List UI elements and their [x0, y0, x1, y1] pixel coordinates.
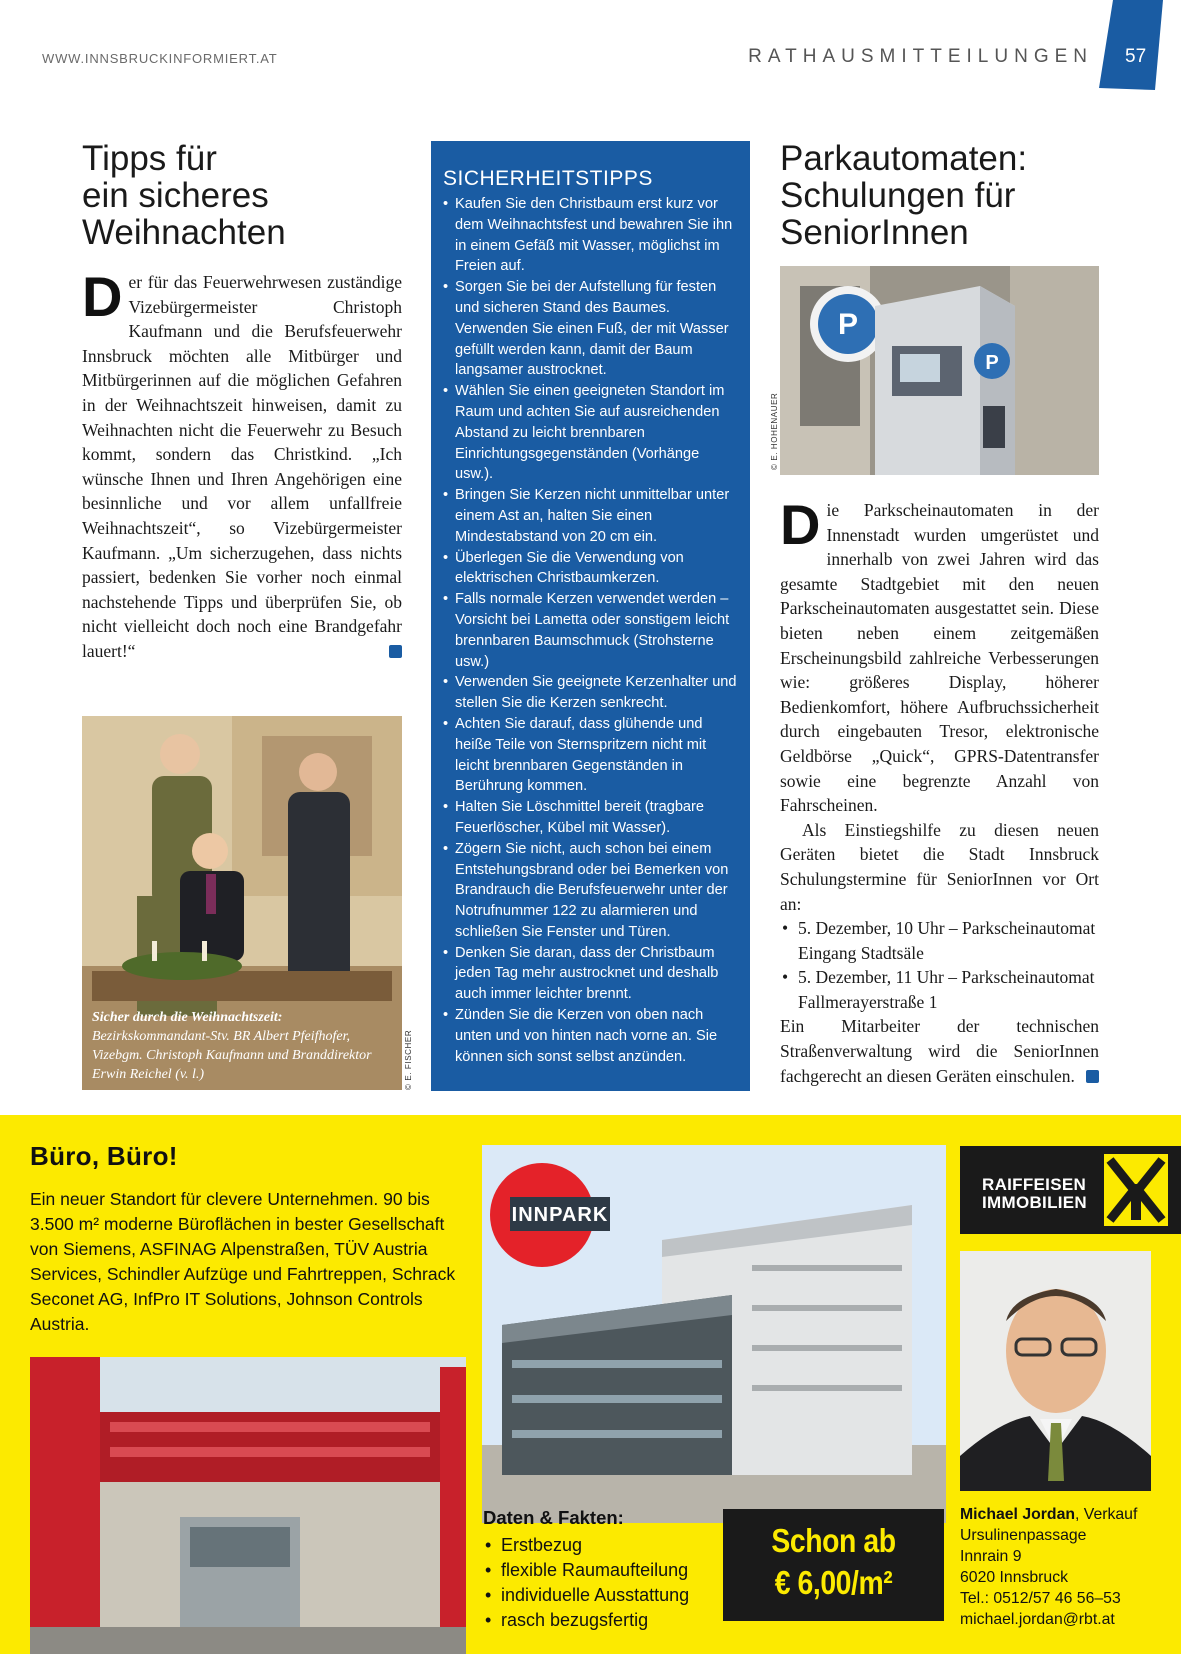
svg-text:P: P: [985, 352, 999, 374]
photo-caption-text: Bezirkskommandant-Stv. BR Albert Pfeifhofer, Vizebgm. Christoph Kaufmann und Branddirektor Erwin Reichel (v. l.): [92, 1029, 372, 1082]
firefighters-photo: [82, 716, 402, 1090]
list-item: • Zögern Sie nicht, auch schon bei einem Entstehungsbrand oder bei Bemerken von Brandrauch die Berufsfeuerwehr unter der Notrufnummer 122 zu alarmieren und schließen Sie Fenster und Türen.: [443, 839, 738, 943]
price-label: Schon ab: [771, 1522, 896, 1559]
svg-text:P: P: [837, 308, 859, 341]
list-item: • 5. Dezember, 11 Uhr – Parkscheinautomat Fallmerayerstraße 1: [780, 965, 1099, 1014]
safety-tips-title: SICHERHEITSTIPPS: [443, 167, 653, 190]
title-line: Parkautomaten:: [780, 139, 1028, 178]
right-article-paragraph: [780, 493, 1099, 818]
innpark-building-photo: [482, 1145, 946, 1523]
title-line: Weihnachten: [82, 213, 286, 252]
left-article-title: [82, 140, 402, 251]
ad-description: Ein neuer Standort für clevere Unternehmen. 90 bis 3.500 m² moderne Büroflächen in bester Gesellschaft von Siemens, ASFINAG Alpenstraßen, TÜV Austria Services, Schindler Aufzüge und Fahrtreppen, Schrack Seconet AG, InfPro IT Solutions, Johnson Controls Austria.: [30, 1189, 456, 1334]
brand-line: RAIFFEISEN: [982, 1175, 1087, 1194]
contact-portrait-illustration: [960, 1251, 1151, 1491]
title-line: SeniorInnen: [780, 213, 969, 252]
list-item: • rasch bezugsfertig: [483, 1608, 723, 1633]
contact-role: , Verkauf: [1075, 1506, 1138, 1523]
contact-line: Ursulinenpassage: [960, 1527, 1087, 1544]
contact-line: Innrain 9: [960, 1548, 1022, 1565]
list-item: • Denken Sie daran, dass der Christbaum jeden Tag mehr austrocknet und deshalb auch immer leichter brennt.: [443, 943, 738, 1005]
section-title: RATHAUSMITTEILUNGEN: [748, 46, 1093, 67]
red-building-illustration: [30, 1357, 466, 1654]
raiffeisen-logo: [960, 1146, 1181, 1234]
page-number-tab: [1099, 0, 1163, 90]
right-article-title: [780, 140, 1100, 251]
end-mark: [1086, 1070, 1099, 1083]
list-item: • Überlegen Sie die Verwendung von elektrischen Christbaumkerzen.: [443, 548, 738, 590]
list-item: • Falls normale Kerzen verwendet werden – Vorsicht bei Lametta oder sonstigem leicht brennbaren Baumschmuck (Strohsterne usw.): [443, 589, 738, 672]
contact-name: Michael Jordan: [960, 1506, 1075, 1523]
photo-credit-left: © E. FISCHER: [404, 1029, 413, 1090]
parking-meter-photo: [780, 266, 1099, 475]
dropcap: D: [82, 265, 123, 328]
red-building-photo: [30, 1357, 466, 1654]
contact-portrait: [960, 1251, 1151, 1491]
contact-block: [960, 1504, 1181, 1630]
left-article-text: er für das Feuerwehrwesen zuständige Vizebürgermeister Christoph Kaufmann und die Berufsfeuerwehr Innsbruck möchten alle Mitbürger und Mitbürgerinnen auf die möglichen Gefahren in der Weihnachtszeit hinweisen, damit zu Weihnachten nicht die Feuerwehr zu Besuch kommt, sondern das Christkind. „Ich wünsche Ihnen und Ihren Angehörigen eine besinnliche und vor allem unfallfreie Weihnachtszeit“, so Vizebürgermeister Kaufmann. „Um sicherzugehen, dass nichts passiert, bedenken Sie vorher noch einmal nachstehende Tipps und überprüfen Sie, ob nicht vielleicht doch noch eine Brandgefahr lauert!“: [82, 272, 402, 661]
dropcap: D: [780, 493, 821, 556]
right-article-body: [780, 493, 1099, 1088]
list-item: • 5. Dezember, 10 Uhr – Parkscheinautomat Eingang Stadtsäle: [780, 916, 1099, 965]
left-article-body: [82, 265, 402, 664]
title-line: Schulungen für: [780, 176, 1016, 215]
contact-line: 6020 Innsbruck: [960, 1569, 1069, 1586]
photo-caption-title: Sicher durch die Weihnachtszeit:: [92, 1010, 283, 1025]
right-article-closing: Ein Mitarbeiter der technischen Straßenverwaltung wird die SeniorInnen fachgerecht an diesen Geräten einschulen.: [780, 1016, 1099, 1086]
ad-title: Büro, Büro!: [30, 1141, 178, 1171]
list-item: • Erstbezug: [483, 1533, 723, 1558]
safety-tips-box: [431, 141, 750, 1091]
title-line: Tipps für: [82, 139, 217, 178]
office-advertisement: [0, 1115, 1181, 1654]
list-item: • individuelle Ausstattung: [483, 1583, 723, 1608]
brand-line: IMMOBILIEN: [982, 1193, 1087, 1212]
contact-email-link[interactable]: michael.jordan@rbt.at: [960, 1611, 1115, 1628]
list-item: • Verwenden Sie geeignete Kerzenhalter und stellen Sie die Kerzen senkrecht.: [443, 672, 738, 714]
list-item: • flexible Raumaufteilung: [483, 1558, 723, 1583]
photo-caption: [92, 1008, 392, 1084]
list-item: • Zünden Sie die Kerzen von oben nach unten und von hinten nach vorne an. Sie können sich sonst selbst anzünden.: [443, 1005, 738, 1067]
raiffeisen-gable-icon: [1104, 1154, 1168, 1226]
innpark-logo-text: INNPARK: [511, 1204, 609, 1226]
list-item: • Wählen Sie einen geeigneten Standort im Raum und achten Sie auf ausreichenden Abstand zu leicht brennbaren Einrichtungsgegenständen (Vorhänge usw.).: [443, 381, 738, 485]
innpark-building-illustration: [482, 1145, 946, 1523]
price-box: [723, 1509, 944, 1621]
list-item: • Sorgen Sie bei der Aufstellung für festen und sicheren Stand des Baumes. Verwenden Sie einen Fuß, der mit Wasser gefüllt werden kann, damit der Baum langsamer austrocknet.: [443, 277, 738, 381]
page-tab-shape: [1099, 0, 1163, 90]
training-dates-list: [780, 916, 1099, 1014]
site-url[interactable]: WWW.INNSBRUCKINFORMIERT.AT: [42, 51, 278, 66]
facts-title: Daten & Fakten:: [483, 1507, 624, 1528]
title-line: ein sicheres: [82, 176, 269, 215]
right-article-paragraph: Als Einstiegshilfe zu diesen neuen Geräten bietet die Stadt Innsbruck Schulungstermine für SeniorInnen vor Ort an:: [780, 819, 1099, 914]
facts-section: [483, 1507, 723, 1633]
contact-phone[interactable]: Tel.: 0512/57 46 56–53: [960, 1590, 1121, 1607]
safety-tips-list: [443, 194, 738, 1067]
parking-meter-illustration: [780, 266, 1099, 475]
raiffeisen-logo-text: [982, 1176, 1087, 1212]
list-item: • Achten Sie darauf, dass glühende und heiße Teile von Sternspritzern nicht mit leicht brennbaren Gegenständen in Berührung kommen.: [443, 714, 738, 797]
photo-credit-right: © E. HOHENAUER: [770, 392, 779, 470]
list-item: • Bringen Sie Kerzen nicht unmittelbar unter einem Ast an, halten Sie einen Mindestabstand von 20 cm ein.: [443, 485, 738, 547]
list-item: • Halten Sie Löschmittel bereit (tragbare Feuerlöscher, Kübel mit Wasser).: [443, 797, 738, 839]
right-article-text: ie Parkscheinautomaten in der Innenstadt wurden umgerüstet und innerhalb von zwei Jahren wird das gesamte Stadtgebiet mit den neuen Parkscheinautomaten ausgestattet sein. Diese bieten neben einem zeitgemäßen Erscheinungsbild zahlreiche Verbesserungen wie: größeres Display, höherer Bedienkomfort, höhere Aufbruchssicherheit durch eingebauten Tresor, elektronische Geldbörse „Quick“, GPRS-Datentransfer sowie eine begrenzte Anzahl von Fahrscheinen.: [780, 500, 1099, 816]
facts-list: [483, 1533, 723, 1633]
price-value: € 6,00/m²: [774, 1564, 893, 1601]
end-mark: [389, 645, 402, 658]
right-article-paragraph: [780, 1014, 1099, 1088]
page-number: 57: [1125, 46, 1147, 67]
list-item: • Kaufen Sie den Christbaum erst kurz vor dem Weihnachtsfest und bewahren Sie ihn in einem Gefäß mit Wasser, möglichst im Freien auf.: [443, 194, 738, 277]
